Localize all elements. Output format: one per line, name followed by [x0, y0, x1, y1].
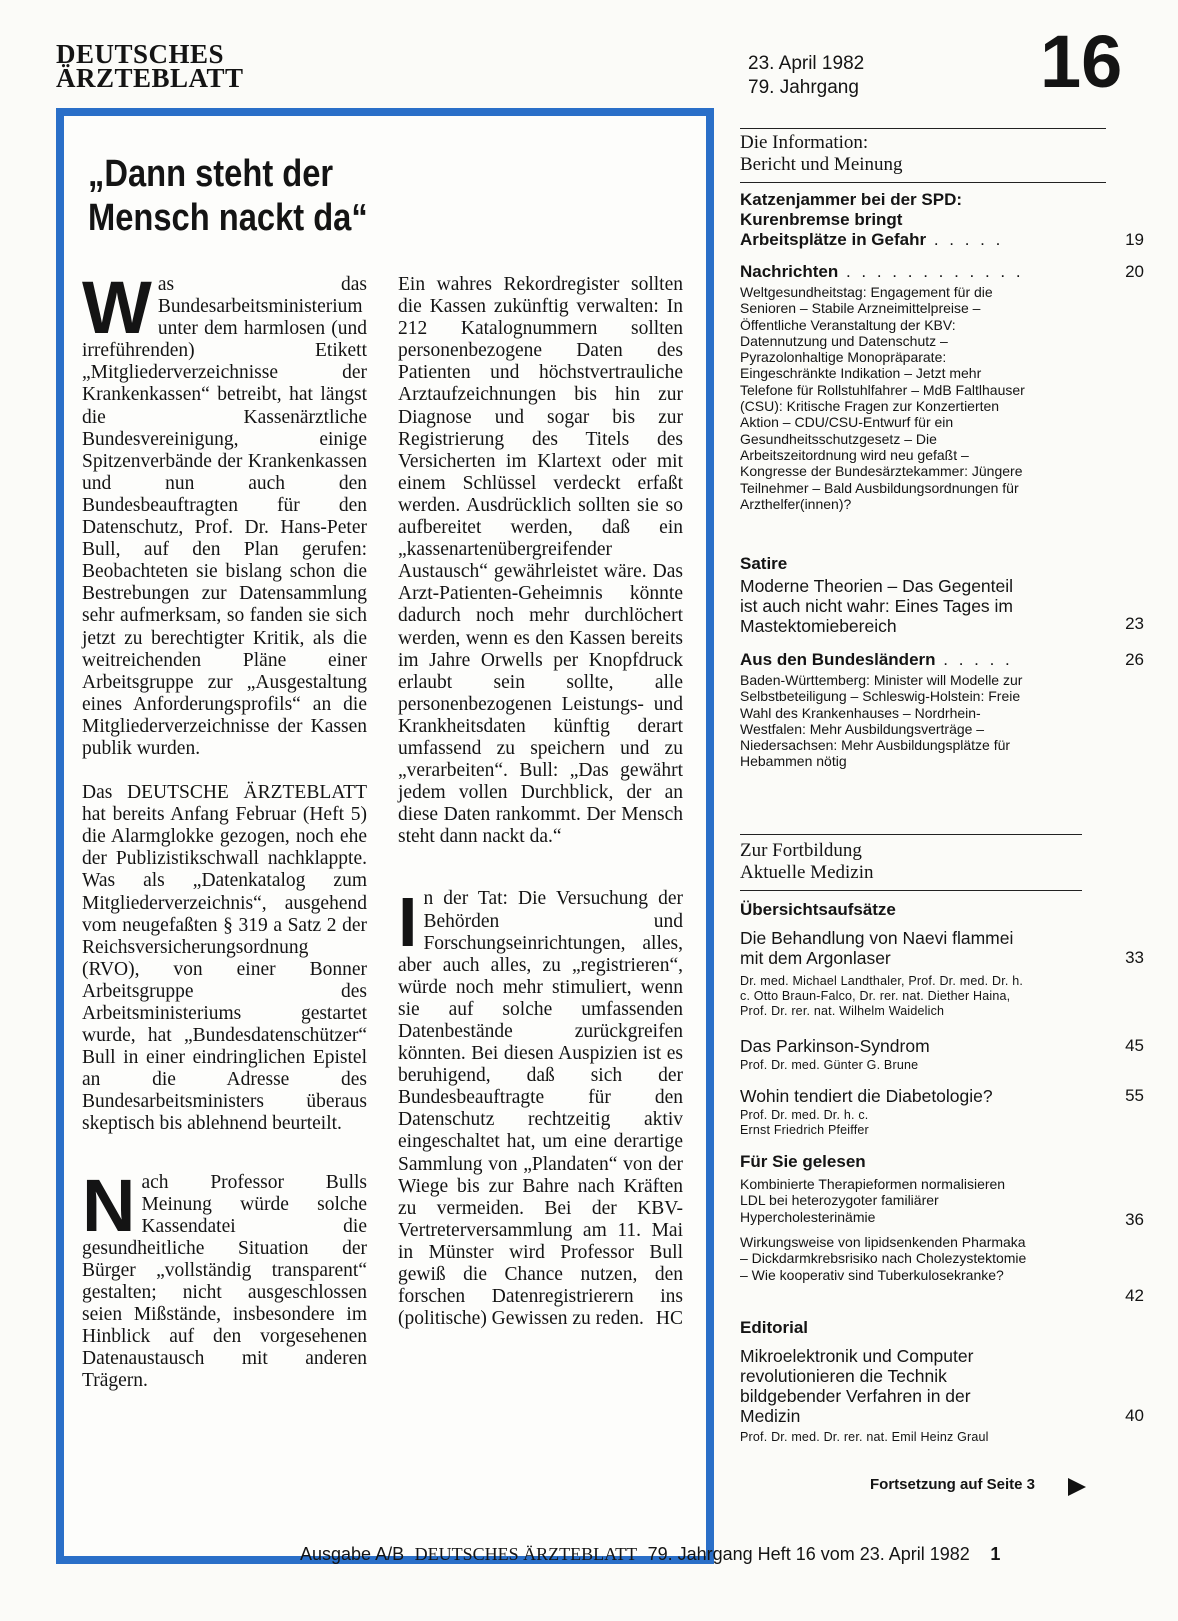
toc-entry-description: Weltgesundheitstag: Engagement für die Senioren – Stabile Arzneimittelpreise – Öffentliche Veranstaltung der KBV: Datennutzung und Datenschutz – Pyrazolonhaltige Monopräparate: Eingeschränkte Indikation – Jetzt mehr Telefone für Rollstuhlfahrer – MdB Faltlhauser (CSU): Kritische Fragen zur Konzertierten Aktion – CDU/CSU-Entwurf für ein Gesundheitsschutzgesetz – Die Arbeitszeitordnung wird neu gefaßt – Kongresse der Bundesärztekammer: Jüngere Teilnehmer – Bald Ausbildungsordnungen für Arzthelfer(innen)?: [740, 284, 1025, 512]
toc-page-number: 26: [1125, 650, 1144, 669]
footer-edition: Ausgabe A/B: [300, 1544, 405, 1564]
toc-entry-title[interactable]: Die Behandlung von Naevi flammei mit dem Argonlaser: [740, 928, 1014, 968]
toc-page-number: 19: [1125, 230, 1144, 249]
toc-author: Prof. Dr. med. Günter G. Brune: [740, 1058, 919, 1072]
issue-date: 23. April 1982: [748, 53, 865, 74]
article-box: [56, 108, 714, 1564]
article-column-right: [398, 274, 683, 1352]
page-footer: [300, 1544, 1006, 1565]
issue-date-block: [748, 52, 864, 100]
article-paragraph: [82, 1163, 367, 1393]
toc-section-label: Übersichtsaufsätze: [740, 900, 896, 919]
divider: [740, 128, 1106, 129]
toc-page-number: 40: [1125, 1406, 1144, 1425]
drop-cap: N: [82, 1163, 136, 1247]
toc-section-header: [740, 840, 874, 884]
paragraph-text: n der Tat: Die Versuchung der Behörden und Forschungseinrichtungen, alles, aber auch alles, zu „registrieren“, würde noch mehr stimuliert, wenn sie auf solche umfassenden Datenbestände zurückgreifen könnten. Bei diesen Auspizien ist es beruhigend, daß sich der Bundesbeauftragte für den Datenschutz rechtzeitig aktiv eingeschaltet hat, um eine derartige Sammlung von „Plandaten“ von der Wiege bis zur Bahre nach Kräften zu vermeiden. Bei der KBV-Vertreterversammlung am 11. Mai in Münster wird Professor Bull gewiß die Chance nutzen, den forschen Datenregistrierern ins (politische) Gewissen zu reden.: [398, 888, 683, 1330]
toc-entry-title: Arbeitsplätze in Gefahr: [740, 230, 927, 249]
toc-entry-title[interactable]: Das Parkinson-Syndrom: [740, 1036, 930, 1056]
toc-page-number: 20: [1125, 262, 1144, 281]
drop-cap: W: [82, 266, 152, 349]
footer-page-number: 1: [990, 1544, 1001, 1564]
toc-author: Prof. Dr. med. Dr. h. c. Ernst Friedrich Pfeiffer: [740, 1108, 869, 1137]
article-paragraph: [82, 266, 367, 760]
toc-page-number: 23: [1125, 614, 1144, 633]
toc-entry-description: Baden-Württemberg: Minister will Modelle zur Selbstbeteiligung – Schleswig-Holstein: Freie Wahl des Krankenhauses – Nordrhein-Westfalen: Mehr Ausbildungsverträge – Niedersachsen: Mehr Ausbildungsplätze für Hebammen nötig: [740, 672, 1023, 770]
toc-section-label: Satire: [740, 554, 788, 573]
toc-entry-title: Kurenbremse bringt: [740, 210, 903, 229]
article-column-left: [82, 266, 367, 1415]
headline-line-1: „Dann steht der: [88, 153, 334, 195]
toc-entry-title[interactable]: Moderne Theorien – Das Gegenteil ist auch nicht wahr: Eines Tages im Mastektomiebereich: [740, 576, 1014, 636]
paragraph-text: ach Professor Bulls Meinung würde solche Kassendatei die gesundheitliche Situation der Bürger „vollständig transparent“ gestalten; nicht ausgeschlossen seien Mißstände, insbesondere im Hinblick auf den vorgesehenen Datenaustausch mit anderen Trägern.: [82, 1171, 367, 1392]
article-paragraph: [398, 883, 683, 1330]
toc-header-line: Bericht und Meinung: [740, 154, 903, 175]
continue-link[interactable]: Fortsetzung auf Seite 3: [870, 1476, 1036, 1493]
divider: [740, 834, 1082, 835]
author-signature: HC: [655, 1308, 683, 1330]
toc-page-number: 33: [1125, 948, 1144, 967]
article-paragraph: Das DEUTSCHE ÄRZTEBLATT hat bereits Anfang Februar (Heft 5) die Alarmglokke gezogen, noch ehe der Publizistikschwall nachklappte. Was als „Datenkatalog zum Mitgliederverzeichnis“, ausgehend vom neugefaßten § 319 a Satz 2 der Reichsversicherungsordnung (RVO), von einer Bonner Arbeitsgruppe des Arbeitsministeriums gestartet wurde, hat „Bundesdatenschützer“ Bull in einer eindringlichen Epistel an die Adresse des Bundesarbeitsministers überaus skeptisch bis ablehnend beurteilt.: [82, 782, 367, 1135]
paragraph-text: as das Bundesarbeitsministerium unter dem harmlosen (und irreführenden) Etikett „Mitgliederverzeichnisse der Krankenkassen“ betreibt, hat längst die Kassenärztliche Bundesvereinigung, einige Spitzenverbände der Krankenkassen und nun auch den Bundesbeauftragten für den Datenschutz, Prof. Dr. Hans-Peter Bull, auf den Plan gerufen: Beobachteten sie bislang schon die Bestrebungen zur Datensammlung sehr aufmerksam, so fanden sie sich jetzt zu berechtigter Kritik, als die weitreichenden Pläne einer Arbeitsgruppe zur „Ausgestaltung eines Anforderungsprofils“ an die Mitgliederverzeichnisse der Kassen publik wurden.: [82, 274, 367, 759]
toc-header-line: Aktuelle Medizin: [740, 862, 874, 883]
toc-page-number: 55: [1125, 1086, 1144, 1105]
divider: [740, 890, 1082, 891]
toc-author: Prof. Dr. med. Dr. rer. nat. Emil Heinz Graul: [740, 1430, 989, 1444]
toc-entry-title: Katzenjammer bei der SPD:: [740, 190, 963, 209]
toc-entry-title[interactable]: Kombinierte Therapieformen normalisieren LDL bei heterozygoter familiärer Hypercholesterinämie: [740, 1176, 1006, 1225]
toc-entry-title[interactable]: Nachrichten . . . . . . . . . . . .: [740, 262, 1024, 281]
toc-section-label: Editorial: [740, 1318, 809, 1337]
toc-entry-title[interactable]: Aus den Bundesländern . . . . .: [740, 650, 1013, 669]
toc-entry[interactable]: Katzenjammer bei der SPD: Kurenbremse bringt Arbeitsplätze in Gefahr . . . . .: [740, 190, 1080, 250]
article-paragraph: Ein wahres Rekordregister sollten die Kassen zukünftig verwalten: In 212 Katalognummern sollten personenbezogene Daten des Patienten und höchstvertrauliche Arztaufzeichnungen bis hin zur Diagnose und sogar bis zur Registrierung des Titels des Versicherten im Klartext oder mit einem Schlüssel verdeckt erfaßt werden. Ausdrücklich sollten sie so aufbereitet werden, daß ein „kassenartenübergreifender Austausch“ gewährleistet wäre. Das Arzt-Patienten-Geheimnis könnte dadurch noch mehr durchlöchert werden, wenn es den Kassen bereits im Jahre Orwells per Knopfdruck erlaubt sein sollte, alle personenbezogenen Leistungs- und Krankheitsdaten künftig derart umfassend zu speichern und zu „verarbeiten“. Bull: „Das gewährt jedem vollen Durchblick, der an diese Daten rankommt. Der Mensch steht dann nackt da.“: [398, 274, 683, 848]
toc-entry-title[interactable]: Mikroelektronik und Computer revolutionieren die Technik bildgebender Verfahren in der Medizin: [740, 1346, 974, 1426]
arrow-right-icon: [1068, 1478, 1086, 1496]
toc-page-number: 45: [1125, 1036, 1144, 1055]
toc-entry-title[interactable]: Wirkungsweise von lipidsenkenden Pharmaka – Dickdarmkrebsrisiko nach Cholezystektomie – Wie kooperativ sind Tuberkulosekranke?: [740, 1234, 1027, 1283]
masthead-logo: [56, 39, 244, 93]
article-headline: [88, 152, 570, 240]
toc-page-number: 42: [1125, 1286, 1144, 1305]
masthead-line-1: DEUTSCHES: [56, 39, 225, 69]
toc-page-number: 36: [1125, 1210, 1144, 1229]
toc-section-header: [740, 132, 903, 176]
toc-header-line: Die Information:: [740, 132, 869, 153]
masthead-line-2: ÄRZTEBLATT: [56, 63, 244, 93]
toc-header-line: Zur Fortbildung: [740, 840, 862, 861]
issue-number: 16: [1040, 20, 1123, 103]
toc-author: Dr. med. Michael Landthaler, Prof. Dr. med. Dr. h. c. Otto Braun-Falco, Dr. rer. nat. Diether Haina, Prof. Dr. rer. nat. Wilhelm Waidelich: [740, 974, 1024, 1018]
footer-journal: DEUTSCHES ÄRZTEBLATT: [414, 1544, 638, 1564]
divider: [740, 182, 1106, 183]
toc-section-label: Für Sie gelesen: [740, 1152, 866, 1171]
drop-cap: I: [398, 883, 418, 962]
toc-entry-title[interactable]: Wohin tendiert die Diabetologie?: [740, 1086, 993, 1106]
footer-info: 79. Jahrgang Heft 16 vom 23. April 1982: [647, 1544, 970, 1564]
issue-volume: 79. Jahrgang: [748, 77, 859, 98]
headline-line-2: Mensch nackt da“: [88, 197, 368, 239]
